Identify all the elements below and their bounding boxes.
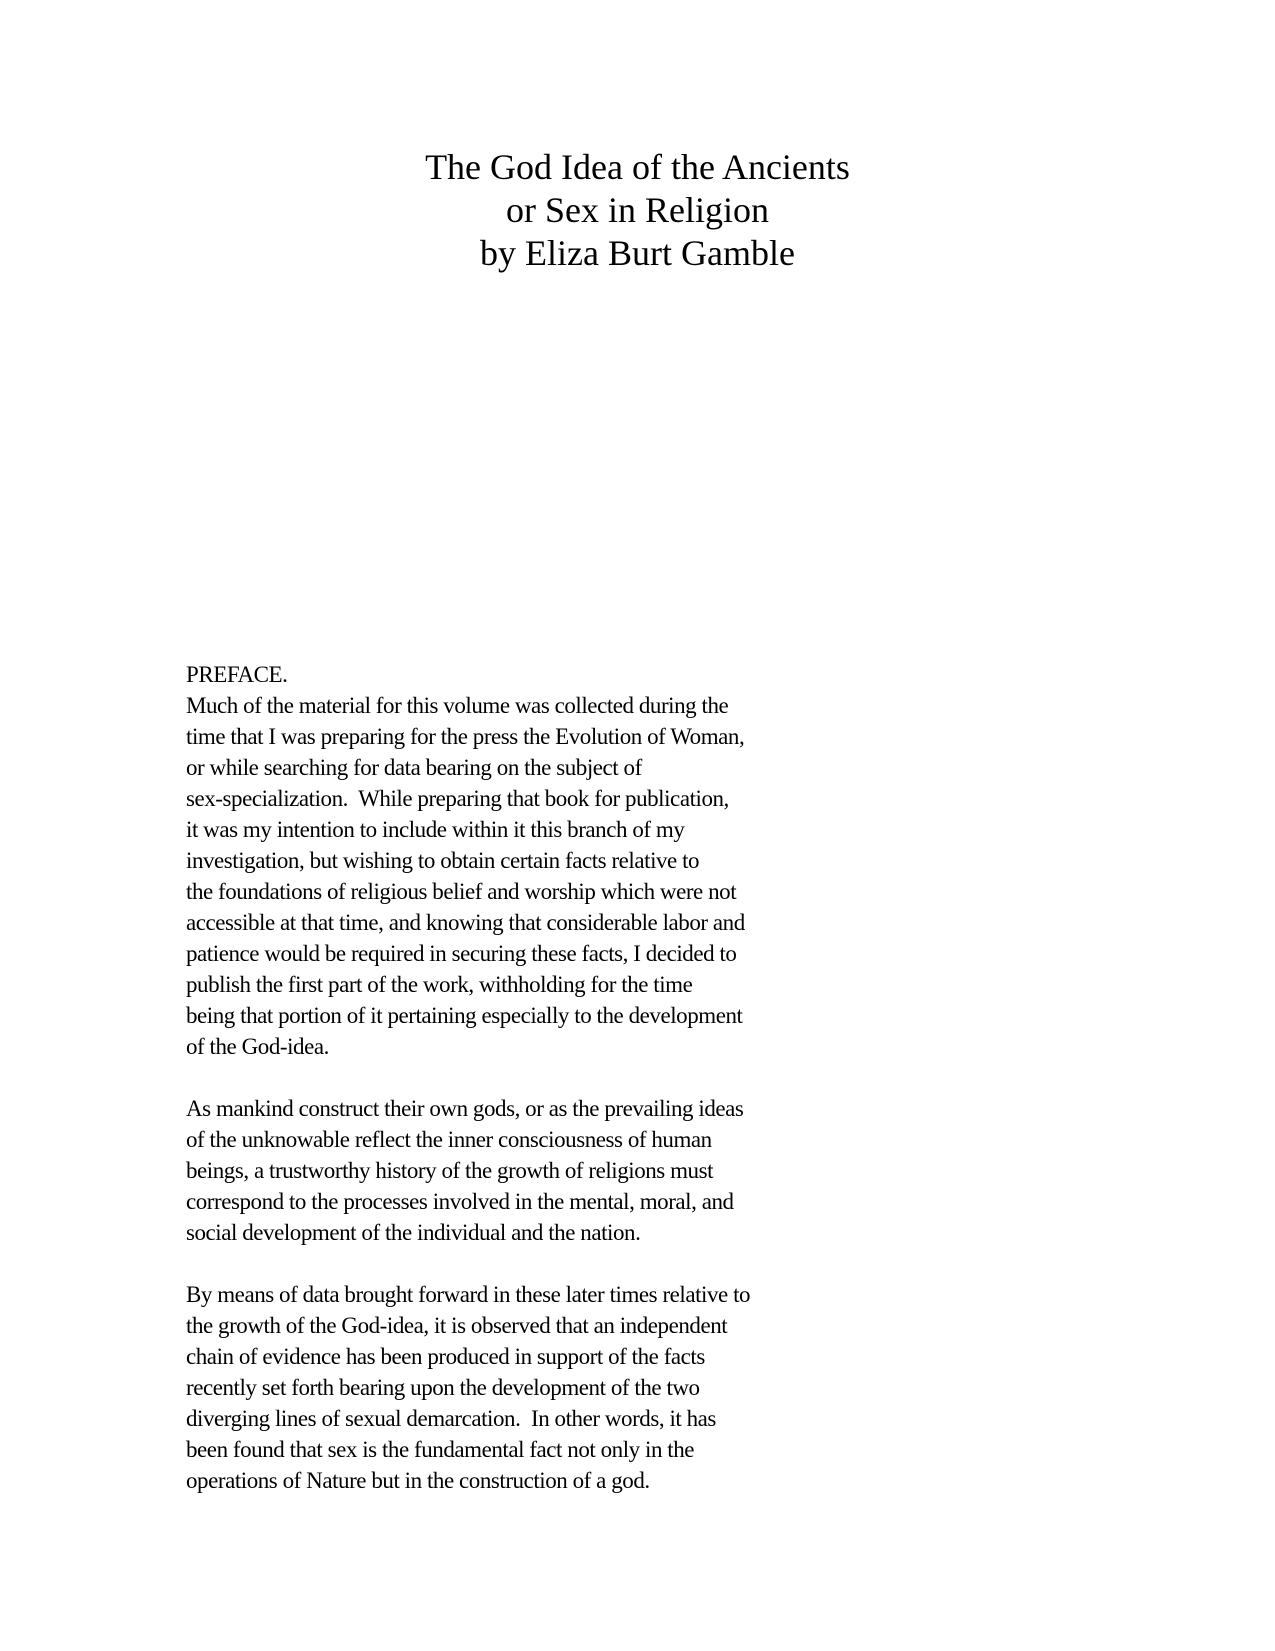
text-line: By means of data brought forward in these later times relative to xyxy=(186,1282,751,1307)
preface-paragraph-1 xyxy=(186,690,886,1062)
book-title xyxy=(0,146,1275,275)
title-line-1: The God Idea of the Ancients xyxy=(425,147,850,187)
preface-paragraph-3 xyxy=(186,1279,886,1496)
text-line: investigation, but wishing to obtain certain facts relative to xyxy=(186,848,700,873)
text-line: correspond to the processes involved in the mental, moral, and xyxy=(186,1189,734,1214)
text-line: or while searching for data bearing on the subject of xyxy=(186,755,642,780)
text-line: of the God-idea. xyxy=(186,1034,329,1059)
text-line: beings, a trustworthy history of the growth of religions must xyxy=(186,1158,714,1183)
text-line: time that I was preparing for the press the Evolution of Woman, xyxy=(186,724,745,749)
text-line: patience would be required in securing these facts, I decided to xyxy=(186,941,737,966)
preface-section xyxy=(186,659,886,1496)
text-line: the foundations of religious belief and worship which were not xyxy=(186,879,737,904)
text-line: being that portion of it pertaining especially to the development xyxy=(186,1003,743,1028)
title-line-2: or Sex in Religion xyxy=(506,190,769,230)
text-line: it was my intention to include within it this branch of my xyxy=(186,817,685,842)
preface-heading: PREFACE. xyxy=(186,662,288,687)
text-line: chain of evidence has been produced in support of the facts xyxy=(186,1344,705,1369)
author-line: by Eliza Burt Gamble xyxy=(480,233,795,273)
preface-paragraph-2 xyxy=(186,1093,886,1248)
text-line: been found that sex is the fundamental fact not only in the xyxy=(186,1437,695,1462)
text-line: operations of Nature but in the construction of a god. xyxy=(186,1468,650,1493)
text-line: Much of the material for this volume was collected during the xyxy=(186,693,729,718)
text-line: sex-specialization. While preparing that book for publication, xyxy=(186,786,729,811)
text-line: social development of the individual and the nation. xyxy=(186,1220,641,1245)
text-line: diverging lines of sexual demarcation. In other words, it has xyxy=(186,1406,716,1431)
text-line: recently set forth bearing upon the development of the two xyxy=(186,1375,700,1400)
text-line: As mankind construct their own gods, or as the prevailing ideas xyxy=(186,1096,744,1121)
text-line: accessible at that time, and knowing that considerable labor and xyxy=(186,910,745,935)
text-line: publish the first part of the work, withholding for the time xyxy=(186,972,693,997)
text-line: of the unknowable reflect the inner consciousness of human xyxy=(186,1127,712,1152)
text-line: the growth of the God-idea, it is observed that an independent xyxy=(186,1313,728,1338)
